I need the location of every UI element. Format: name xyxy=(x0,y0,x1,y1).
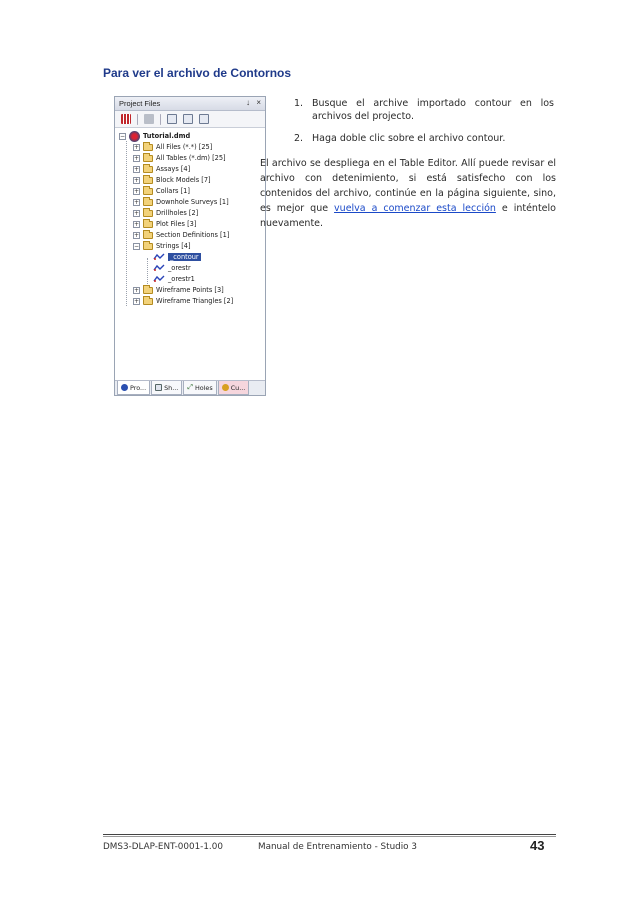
toolbar-separator xyxy=(137,114,138,125)
holes-tab-icon: ⤢ xyxy=(187,383,193,391)
expand-icon[interactable]: + xyxy=(134,198,140,206)
tab-customization[interactable] xyxy=(218,381,250,395)
folder-icon xyxy=(143,287,153,294)
tree-label: Block Models [7] xyxy=(156,176,211,184)
tree-root[interactable] xyxy=(119,131,190,141)
toolbar-separator xyxy=(160,114,161,125)
tree-item[interactable] xyxy=(153,263,191,273)
tree-label: _contour xyxy=(170,253,199,261)
close-icon[interactable]: × xyxy=(256,98,261,107)
tab-label: Pro... xyxy=(130,383,147,392)
tab-project[interactable] xyxy=(117,381,150,395)
folder-icon xyxy=(143,199,153,206)
tree-item-contour[interactable] xyxy=(153,252,201,262)
expand-icon[interactable]: + xyxy=(134,154,140,162)
tree-item[interactable] xyxy=(133,142,212,152)
restart-lesson-link[interactable]: vuelva a comenzar esta lección xyxy=(334,203,496,214)
panel-title: Project Files xyxy=(119,99,161,108)
paragraph-text: El archivo se despliega en el Table Editor. Allí puede revisar el archivo con detenimiento, si está satisfecho con los contenidos del archivo, continúe en la página siguiente, sino, es mejor que xyxy=(260,158,556,214)
tree-label: All Tables (*.dm) [25] xyxy=(156,154,226,162)
tree-label: Strings [4] xyxy=(156,242,191,250)
expand-icon[interactable]: + xyxy=(134,220,140,228)
tree-item[interactable] xyxy=(133,208,198,218)
step-text: Haga doble clic sobre el archivo contour. xyxy=(312,133,506,144)
step-text: Busque el archive importado contour en los archivos del projecto. xyxy=(312,98,554,122)
customization-tab-icon xyxy=(222,384,229,391)
tree-guide-line xyxy=(126,141,127,306)
tab-label: Cu... xyxy=(230,383,246,392)
project-icon[interactable] xyxy=(121,114,131,124)
tab-label: Sh... xyxy=(164,383,179,392)
tab-sheets[interactable] xyxy=(151,381,182,395)
folder-icon xyxy=(143,221,153,228)
collapse-icon[interactable]: − xyxy=(134,242,140,250)
tree-label: All Files (*.*) [25] xyxy=(156,143,213,151)
tree-item[interactable] xyxy=(133,186,190,196)
tree-label: Section Definitions [1] xyxy=(156,231,230,239)
tree-label: Plot Files [3] xyxy=(156,220,197,228)
copy-icon[interactable] xyxy=(167,114,177,124)
new-file-icon[interactable] xyxy=(183,114,193,124)
tree-label: Wireframe Points [3] xyxy=(156,286,224,294)
panel-toolbar xyxy=(115,111,265,128)
tree-item[interactable] xyxy=(133,164,190,174)
footer-divider-thin xyxy=(103,836,556,837)
paragraph-text-end: e inténtelo nuevamente. xyxy=(260,203,556,229)
tree-label: _orestr xyxy=(168,264,191,272)
tree-item[interactable] xyxy=(133,285,224,295)
refresh-icon[interactable] xyxy=(199,114,209,124)
folder-icon xyxy=(143,144,153,151)
expand-icon[interactable]: + xyxy=(134,176,140,184)
sheets-tab-icon xyxy=(155,384,162,391)
panel-title-bar xyxy=(115,97,265,111)
step-number: 1. xyxy=(294,98,304,109)
tab-label: Holes xyxy=(194,383,213,392)
project-tab-icon xyxy=(121,384,128,391)
folder-icon xyxy=(143,177,153,184)
folder-icon xyxy=(143,232,153,239)
folder-icon xyxy=(143,155,153,162)
tree-item[interactable] xyxy=(133,175,211,185)
string-file-icon xyxy=(153,264,165,272)
tree-label: Wireframe Triangles [2] xyxy=(156,297,234,305)
tree-label: Drillholes [2] xyxy=(156,209,199,217)
expand-icon[interactable]: + xyxy=(134,297,140,305)
panel-tabs xyxy=(115,380,265,395)
step-item xyxy=(294,97,554,123)
collapse-icon[interactable]: − xyxy=(120,132,126,140)
pin-icon[interactable]: ↓ xyxy=(246,98,250,107)
footer-title: Manual de Entrenamiento - Studio 3 xyxy=(258,842,417,852)
step-number: 2. xyxy=(294,133,304,144)
tree-item[interactable] xyxy=(133,197,229,207)
string-file-icon xyxy=(153,253,165,261)
footer-doc-id: DMS3-DLAP-ENT-0001-1.00 xyxy=(103,842,223,852)
folder-open-icon xyxy=(143,243,153,250)
body-paragraph xyxy=(260,156,556,231)
tab-holes[interactable] xyxy=(183,381,216,395)
tree-item[interactable] xyxy=(133,219,196,229)
footer-divider xyxy=(103,834,556,835)
expand-icon[interactable]: + xyxy=(134,231,140,239)
instruction-steps xyxy=(294,97,554,154)
tree-item[interactable] xyxy=(133,230,229,240)
tree-label: Tutorial.dmd xyxy=(143,132,191,140)
expand-icon[interactable]: + xyxy=(134,286,140,294)
folder-icon xyxy=(143,298,153,305)
tree-item[interactable] xyxy=(153,274,195,284)
tree-item[interactable] xyxy=(133,296,233,306)
folder-icon xyxy=(143,210,153,217)
tree-item-strings[interactable] xyxy=(133,241,191,251)
tree-item[interactable] xyxy=(133,153,226,163)
section-heading: Para ver el archivo de Contornos xyxy=(103,66,292,80)
step-item xyxy=(294,132,554,145)
tree-label: Collars [1] xyxy=(156,187,190,195)
expand-icon[interactable]: + xyxy=(134,165,140,173)
expand-icon[interactable]: + xyxy=(134,187,140,195)
expand-icon[interactable]: + xyxy=(134,143,140,151)
tree-guide-line xyxy=(147,258,148,288)
string-file-icon xyxy=(153,275,165,283)
folder-icon xyxy=(143,166,153,173)
tree-label: Downhole Surveys [1] xyxy=(156,198,229,206)
folder-icon xyxy=(143,188,153,195)
project-root-icon xyxy=(129,131,140,142)
tree-label: Assays [4] xyxy=(156,165,191,173)
expand-icon[interactable]: + xyxy=(134,209,140,217)
tree-label: _orestr1 xyxy=(168,275,195,283)
disabled-tool-icon[interactable] xyxy=(144,114,154,124)
project-files-panel xyxy=(114,96,266,396)
page-number: 43 xyxy=(530,838,545,853)
